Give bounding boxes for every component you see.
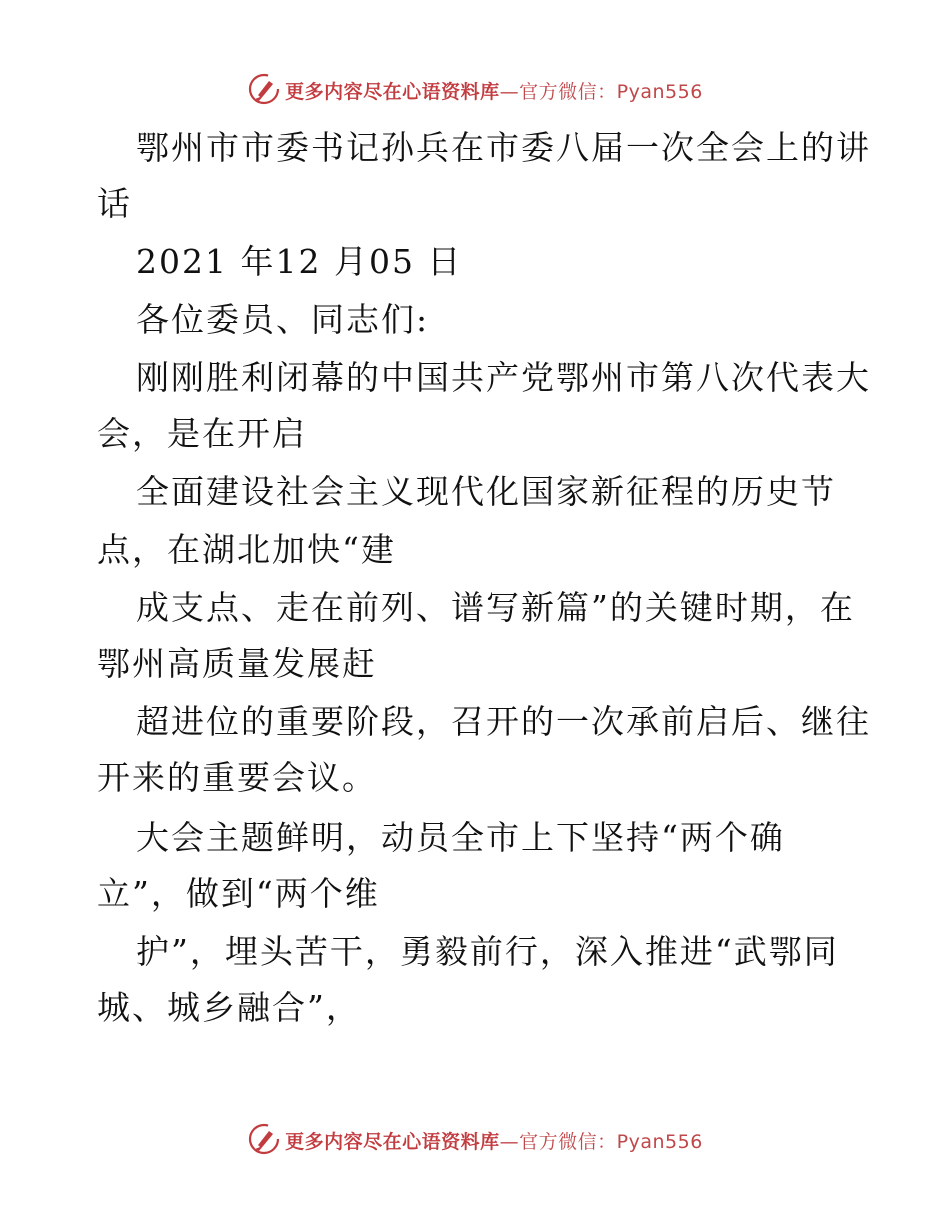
- paragraph-line: 开来的重要会议。: [97, 758, 377, 797]
- paragraph-line: 成支点、走在前列、谱写新篇”的关键时期，在: [136, 588, 855, 627]
- paragraph-line: 城、城乡融合”，: [97, 988, 361, 1027]
- paragraph-line: 全面建设社会主义现代化国家新征程的历史节: [136, 472, 836, 511]
- paragraph-line: 超进位的重要阶段，召开的一次承前启后、继往: [136, 702, 871, 741]
- watermark-text: [285, 77, 703, 104]
- document-title-line-2: 话: [97, 184, 132, 223]
- watermark-text-rest: —官方微信：Pyan556: [499, 1130, 703, 1153]
- paragraph-line: 鄂州高质量发展赶: [97, 644, 377, 683]
- paragraph-line: 立”，做到“两个维: [97, 874, 380, 913]
- watermark-banner-top: [0, 70, 950, 110]
- pen-quill-icon: [247, 72, 281, 106]
- document-date: 2021 年12 月05 日: [136, 242, 463, 281]
- document-salutation: 各位委员、同志们:: [136, 300, 430, 339]
- pen-quill-icon: [247, 1122, 281, 1156]
- document-title-line-1: 鄂州市市委书记孙兵在市委八届一次全会上的讲: [136, 128, 871, 167]
- paragraph-line: 点，在湖北加快“建: [97, 530, 396, 569]
- paragraph-line: 护”，埋头苦干，勇毅前行，深入推进“武鄂同: [136, 932, 839, 971]
- watermark-text: [285, 1127, 703, 1154]
- watermark-text-rest: —官方微信：Pyan556: [499, 80, 703, 103]
- watermark-text-bold: 更多内容尽在心语资料库: [285, 80, 500, 103]
- watermark-banner-bottom: [0, 1120, 950, 1160]
- paragraph-line: 会，是在开启: [97, 414, 307, 453]
- watermark-text-bold: 更多内容尽在心语资料库: [285, 1130, 500, 1153]
- paragraph-line: 刚刚胜利闭幕的中国共产党鄂州市第八次代表大: [136, 358, 871, 397]
- paragraph-line: 大会主题鲜明，动员全市上下坚持“两个确: [136, 818, 785, 857]
